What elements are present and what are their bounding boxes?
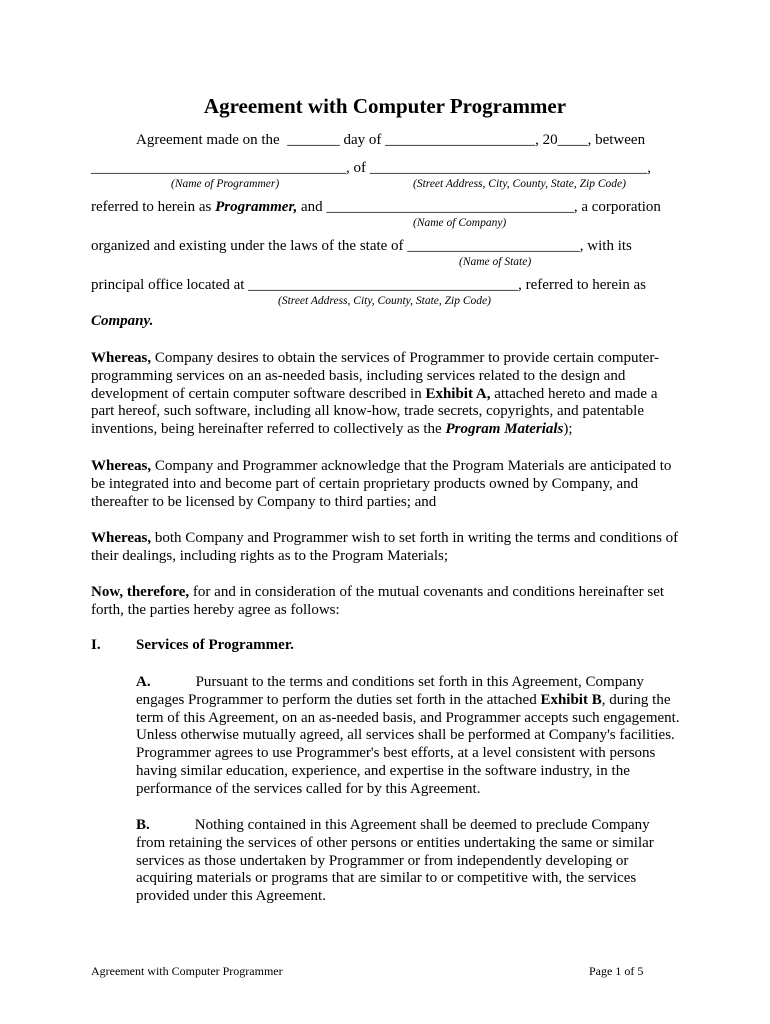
whereas-lead: Whereas,: [91, 530, 152, 546]
whereas-paragraph-2: [91, 458, 681, 511]
company-defined-term: Company.: [91, 313, 154, 329]
whereas-3-text: both Company and Programmer wish to set forth in writing the terms and conditions of their dealings, including rights as to the Program Materials;: [91, 530, 679, 564]
caption-name-of-programmer: (Name of Programmer): [171, 178, 280, 190]
intro-line-2: __________________________________, of _____________________________________,: [91, 160, 651, 176]
intro-line-3-post: and _________________________________, a corporation: [297, 199, 661, 215]
paragraph-b: [136, 817, 681, 906]
caption-programmer-address: (Street Address, City, County, State, Zip Code): [413, 178, 626, 190]
exhibit-a-reference: Exhibit A,: [425, 385, 491, 402]
footer-page-number: Page 1 of 5: [589, 964, 644, 978]
caption-name-of-state: (Name of State): [459, 256, 532, 268]
whereas-lead: Whereas,: [91, 458, 152, 474]
document-title: Agreement with Computer Programmer: [203, 94, 567, 118]
exhibit-b-reference: Exhibit B: [540, 691, 602, 708]
caption-company-address: (Street Address, City, County, State, Zip Code): [278, 295, 491, 307]
whereas-lead: Whereas,: [91, 350, 152, 366]
whereas-1-text-c: );: [563, 421, 573, 438]
paragraph-a-text-b: , during the term of this Agreement, on an as-needed basis, and Programmer accepts such engagement. Unless otherwise mutually agreed, all services shall be performed at Company's facilities. Programmer agrees to use Programmer's best efforts, at a level consistent with persons having similar education, experience, and expertise in the software industry, in the performance of the services called for by this Agreement.: [136, 691, 680, 797]
now-therefore-paragraph: [91, 584, 681, 620]
whereas-2-text: Company and Programmer acknowledge that the Program Materials are anticipated to be integrated into and become part of certain proprietary products owned by Company, and thereafter to be licensed by Company to third parties; and: [91, 458, 672, 510]
intro-line-5: principal office located at ____________________________________, referred to herein as: [91, 277, 646, 293]
whereas-1-text-a: Company desires to obtain the services of Programmer to provide certain computer-programming services on an as-needed basis, including services related to the design and development of certain computer software described in: [91, 350, 660, 402]
whereas-paragraph-1: [91, 350, 681, 439]
now-therefore-text: for and in consideration of the mutual covenants and conditions hereinafter set forth, the parties hereby agree as follows:: [91, 584, 665, 618]
program-materials-defined-term: Program Materials: [445, 421, 564, 438]
intro-line-4: organized and existing under the laws of the state of _______________________, with its: [91, 238, 632, 254]
paragraph-a-text-a: Pursuant to the terms and conditions set forth in this Agreement, Company engages Programmer to perform the duties set forth in the attached: [136, 674, 644, 708]
paragraph-b-label: B.: [136, 817, 150, 833]
whereas-1-text-b: attached hereto and made a part hereof, such software, including all know-how, trade secrets, copyrights, and patentable inventions, being hereinafter referred to collectively as the: [91, 385, 658, 438]
intro-line-3-pre: referred to herein as: [91, 199, 216, 215]
intro-line-3: [91, 199, 661, 216]
paragraph-a: [136, 674, 681, 799]
paragraph-a-label: A.: [136, 674, 151, 690]
section-number: I.: [91, 637, 101, 653]
intro-line-1: Agreement made on the _______ day of ____________________, 20____, between: [136, 132, 646, 148]
footer-document-title: Agreement with Computer Programmer: [91, 964, 283, 978]
programmer-defined-term: Programmer,: [215, 199, 298, 215]
whereas-paragraph-3: [91, 530, 681, 566]
paragraph-b-text: Nothing contained in this Agreement shall be deemed to preclude Company from retaining the services of other persons or entities undertaking the same or similar services as those undertaken by Programmer or from independently developing or acquiring materials or programs that are similar to or competitive with, the services provided under this Agreement.: [136, 817, 654, 905]
caption-name-of-company: (Name of Company): [413, 217, 507, 229]
now-therefore-lead: Now, therefore,: [91, 584, 190, 600]
section-heading: Services of Programmer.: [136, 637, 294, 653]
